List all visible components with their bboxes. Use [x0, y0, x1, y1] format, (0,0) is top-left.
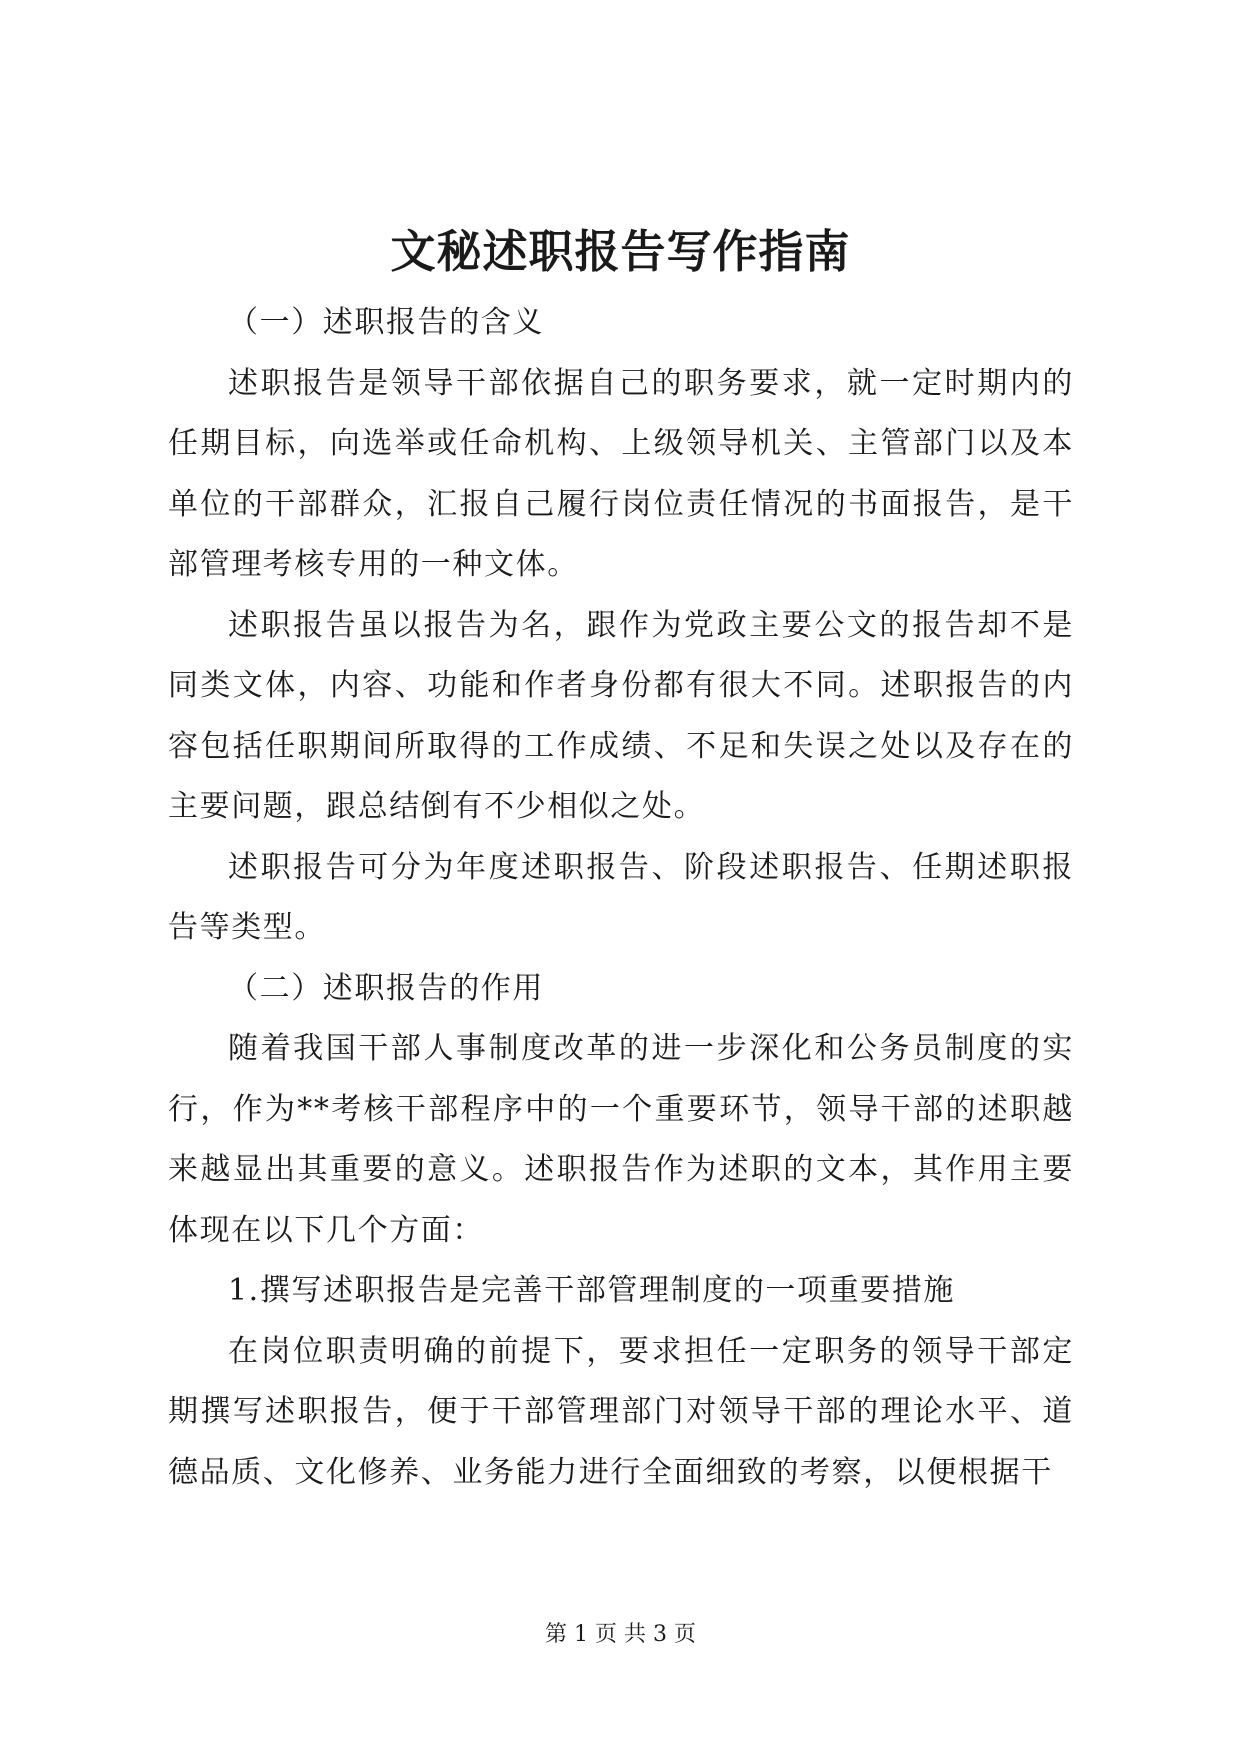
section-heading-1: （一）述职报告的含义 — [228, 305, 544, 340]
paragraph-4: 随着我国干部人事制度改革的进一步深化和公务员制度的实行，作为**考核干部程序中的一个重要环节，领导干部的述职越来越显出其重要的意义。述职报告作为述职的文本，其作用主要体现在以下几个方面： — [168, 1031, 1074, 1248]
paragraph-2: 述职报告虽以报告为名，跟作为党政主要公文的报告却不是同类文体，内容、功能和作者身份都有很大不同。述职报告的内容包括任职期间所取得的工作成绩、不足和失误之处以及存在的主要问题，跟总结倒有不少相似之处。 — [168, 607, 1074, 824]
paragraph-3: 述职报告可分为年度述职报告、阶段述职报告、任期述职报告等类型。 — [168, 849, 1074, 945]
paragraph-1: 述职报告是领导干部依据自己的职务要求，就一定时期内的任期目标，向选举或任命机构、上级领导机关、主管部门以及本单位的干部群众，汇报自己履行岗位责任情况的书面报告，是干部管理考核专用的一种文体。 — [168, 365, 1074, 582]
subsection-heading-1: 1.撰写述职报告是完善干部管理制度的一项重要措施 — [228, 1273, 956, 1308]
section-heading-2: （二）述职报告的作用 — [228, 970, 544, 1006]
paragraph-5: 在岗位职责明确的前提下，要求担任一定职务的领导干部定期撰写述职报告，便于干部管理部门对领导干部的理论水平、道德品质、文化修养、业务能力进行全面细致的考察，以便根据干 — [168, 1333, 1074, 1490]
page-footer: 第 1 页 共 3 页 — [545, 1622, 696, 1647]
document-body — [168, 293, 1074, 1503]
document-title: 文秘述职报告写作指南 — [390, 225, 851, 278]
